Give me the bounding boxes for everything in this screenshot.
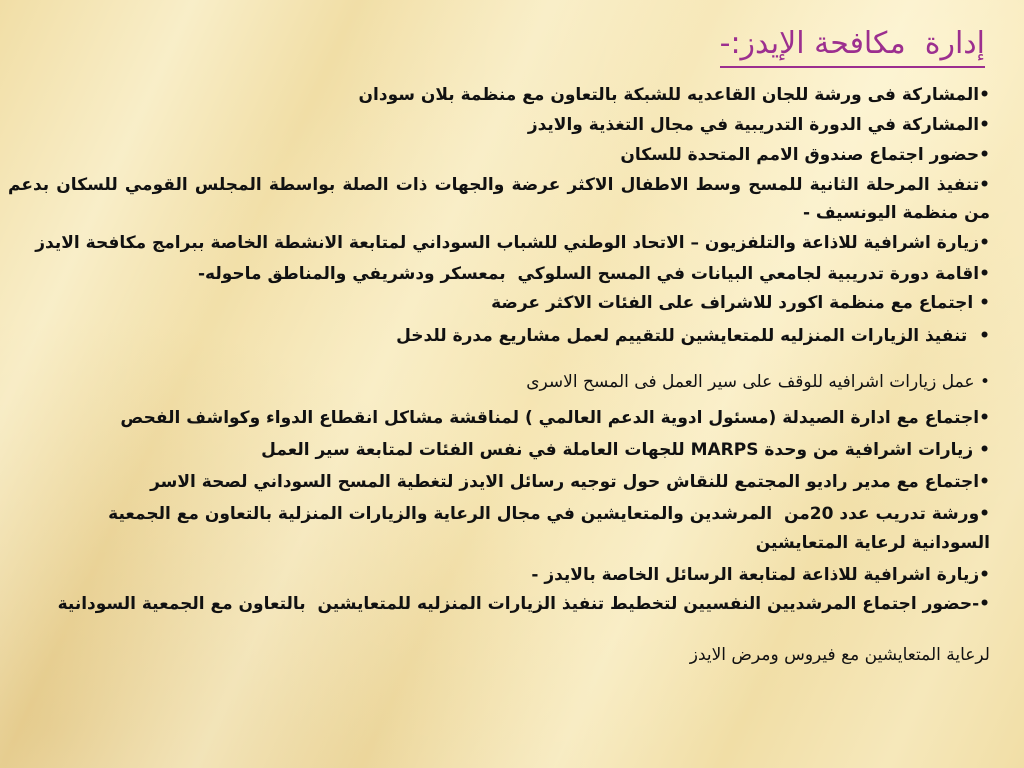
- bullet-item: •زيارة اشرافية للاذاعة لمتابعة الرسائل الخاصة بالايدز -: [531, 565, 990, 585]
- bullet-item: •زيارة اشرافية للاذاعة والتلفزيون – الاتحاد الوطني للشباب السوداني لمتابعة الانشطة الخاصة ببرامج مكافحة الايدز: [35, 233, 990, 253]
- bullet-item: • تنفيذ الزيارات المنزليه للمتعايشين للتقييم لعمل مشاريع مدرة للدخل: [396, 326, 990, 346]
- bullet-item: • اجتماع مع منظمة اكورد للاشراف على الفئات الاكثر عرضة: [491, 293, 990, 313]
- bullet-item: •تنفيذ المرحلة الثانية للمسح وسط الاطفال الاكثر عرضة والجهات ذات الصلة بواسطة المجلس القومي للسكان بدعم من منظمة اليونسيف -: [2, 175, 990, 223]
- bullet-item: •اقامة دورة تدريبية لجامعي البيانات في المسح السلوكي بمعسكر ودشريفي والمناطق ماحوله-: [197, 264, 990, 284]
- bullet-item: •حضور اجتماع صندوق الامم المتحدة للسكان: [620, 145, 990, 165]
- bullet-item: •-حضور اجتماع المرشديين النفسيين لتخطيط تنفيذ الزيارات المنزليه للمتعايشين بالتعاون مع الجمعية السودانية: [57, 594, 990, 614]
- bullet-item: • زيارات اشرافية من وحدة MARPS للجهات العاملة في نفس الفئات لمتابعة سير العمل: [261, 440, 990, 460]
- bullet-item-continuation: لرعاية المتعايشين مع فيروس ومرض الايدز: [689, 645, 990, 665]
- bullet-item: • عمل زيارات اشرافيه للوقف على سير العمل فى المسح الاسرى: [526, 372, 990, 392]
- bullet-item: •ورشة تدريب عدد 20من المرشدين والمتعايشين في مجال الرعاية والزيارات المنزلية بالتعاون مع الجمعية السودانية لرعاية المتعايشين: [102, 504, 990, 553]
- bullet-item: •المشاركة في الدورة التدريبية في مجال التغذية والايدز: [527, 115, 990, 135]
- bullet-item: •اجتماع مع ادارة الصيدلة (مسئول ادوية الدعم العالمي ) لمناقشة مشاكل انقطاع الدواء وكواشف الفحص: [120, 408, 990, 428]
- bullet-item: •المشاركة فى ورشة للجان القاعديه للشبكة بالتعاون مع منظمة بلان سودان: [358, 85, 990, 105]
- bullet-item: •اجتماع مع مدير راديو المجتمع للنقاش حول توجيه رسائل الايدز لتغطية المسح السوداني لصحة الاسر: [150, 472, 990, 492]
- slide-title: إدارة مكافحة الإيدز:-: [720, 24, 985, 68]
